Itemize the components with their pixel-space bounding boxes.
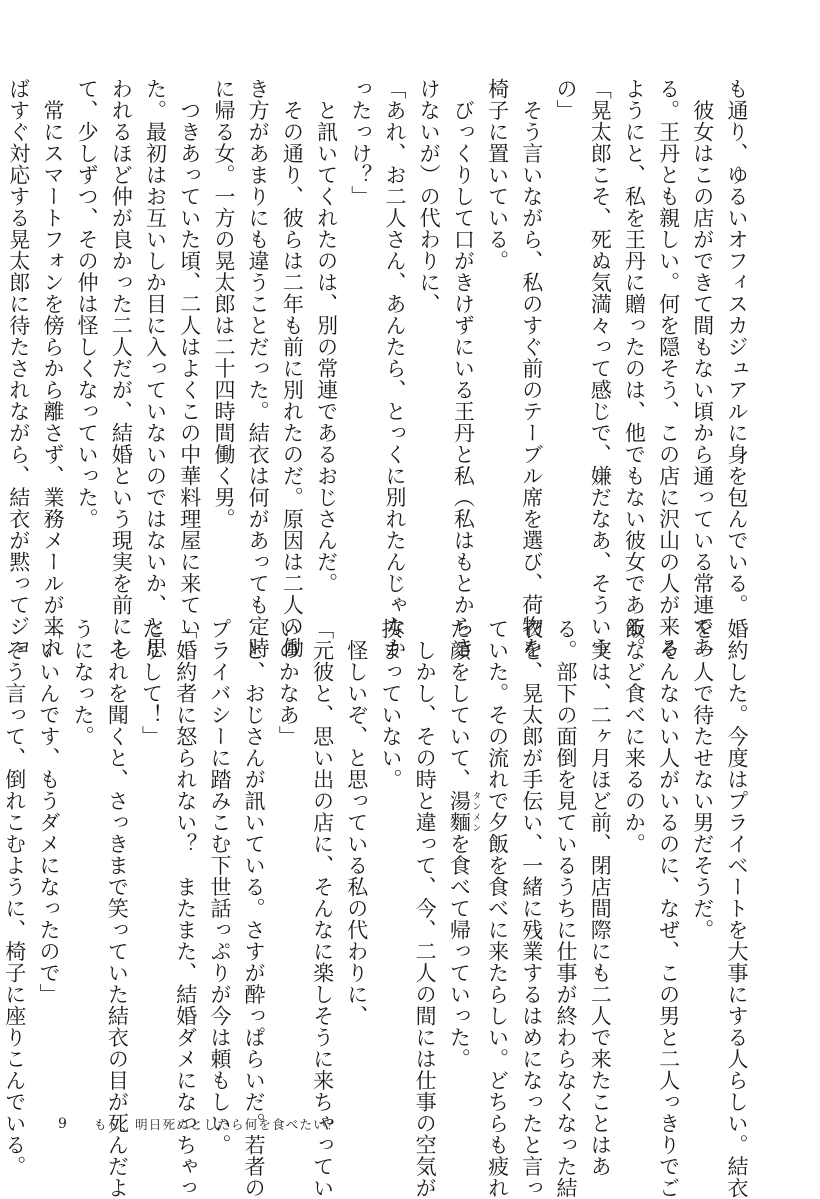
text-line: を一人で待たせない男だそうだ。 bbox=[690, 618, 715, 941]
text-line: いのかなあ」 bbox=[276, 618, 301, 747]
text-line: そう言って、倒れこむように、椅子に座りこんでいる。 bbox=[2, 618, 27, 1177]
text-line: と、おじさんが訊いている。さすが酔っぱらいだ。若者の bbox=[242, 618, 267, 1199]
text-line: われるほど仲が良かった二人だが、結婚という現実を前にし bbox=[109, 78, 134, 659]
running-title: もし、明日死ぬとしたら何を食べたい？ bbox=[94, 1117, 341, 1132]
text-line bbox=[0, 78, 2, 568]
text-line: 椅子に置いている。 bbox=[485, 78, 510, 272]
text-line: たりして！」 bbox=[139, 618, 164, 747]
text-line: 「あれ、お二人さん、あんたら、とっくに別れたんじゃなか bbox=[382, 78, 407, 659]
text-line: しかし、その時と違って、今、二人の間には仕事の空気が bbox=[413, 618, 438, 1199]
text-line: そんないい人がいるのに、なぜ、この男と二人っきりでご bbox=[656, 618, 681, 1199]
text-line: そう言いながら、私のすぐ前のテーブル席を選び、荷物を bbox=[519, 78, 544, 659]
text-line: 挟まっていない。 bbox=[378, 618, 403, 790]
text-line: 「いいんです、もうダメになったので」 bbox=[36, 618, 61, 1005]
text-line-with-ruby: た顔をしていて、湯麵 タンメンを食べて帰っていった。 bbox=[447, 618, 481, 1070]
text-line: る。王丹とも親しい。何を隠そう、この店に沢山の人が来る bbox=[656, 78, 681, 659]
text-line: プライバシーに踏みこむ下世話っぷりが今は頼もしい。 bbox=[207, 618, 232, 1156]
text-line: 怪しいぞ、と思っている私の代わりに、 bbox=[344, 618, 369, 1027]
text-line: も通り、ゆるいオフィスカジュアルに身を包んでいる。 bbox=[725, 78, 749, 616]
text-line: 彼女はこの店ができて間もない頃から通っている常連であ bbox=[690, 78, 715, 659]
text-line: 実は、二ヶ月ほど前、閉店間際にも二人で来たことはあ bbox=[588, 618, 613, 1177]
text-line: ばすぐ対応する晃太郎に待たされながら、結衣が黙ってジョ bbox=[6, 78, 31, 659]
text-line: それを聞くと、さっきまで笑っていた結衣の目が死んだよ bbox=[105, 618, 130, 1199]
text-line: 「元彼と、思い出の店に、そんなに楽しそうに来ちゃってい bbox=[310, 618, 335, 1199]
text-line: 「晃太郎こそ、死ぬ気満々って感じで、嫌だなあ、そういう bbox=[588, 78, 613, 659]
text-line: と訊いてくれたのは、別の常連であるおじさんだ。 bbox=[314, 78, 339, 594]
ruby-annotation: 湯麵 タンメン bbox=[447, 790, 481, 833]
page-number: 9 bbox=[58, 1116, 69, 1132]
text-line: 常にスマートフォンを傍らから離さず、業務メールが来れ bbox=[40, 78, 65, 659]
text-line: 婚約した。今度はプライベートを大事にする人らしい。結衣 bbox=[725, 618, 749, 1199]
text-line: ったっけ？」 bbox=[348, 78, 373, 207]
text-line: ていた。その流れで夕飯を食べに来たらしい。どちらも疲れ bbox=[485, 618, 510, 1199]
text-line: て、少しずつ、その仲は怪しくなっていった。 bbox=[75, 78, 100, 530]
text-line: つきあっていた頃、二人はよくこの中華料理屋に来てい bbox=[177, 78, 202, 637]
text-line: その通り、彼らは二年も前に別れたのだ。原因は二人の働 bbox=[280, 78, 305, 659]
text-line: ようにと、私を王丹に贈ったのは、他でもない彼女である。 bbox=[622, 78, 647, 659]
text-line: き方があまりにも違うことだった。結衣は何があっても定時 bbox=[246, 78, 271, 659]
text-line: けないが）の代わりに、 bbox=[417, 78, 442, 315]
page-footer bbox=[58, 1113, 341, 1135]
text-line: 「婚約者に怒られない？ またまた、結婚ダメになっちゃっ bbox=[173, 618, 198, 1199]
text-line: うになった。 bbox=[71, 618, 96, 747]
text-block-top bbox=[6, 78, 754, 659]
text-line: 衣を、晃太郎が手伝い、一緒に残業するはめになったと言っ bbox=[519, 618, 544, 1199]
text-line: た。最初はお互いしか目に入っていないのではないか、と思 bbox=[143, 78, 168, 659]
text-line: に帰る女。一方の晃太郎は二十四時間働く男。 bbox=[211, 78, 236, 530]
text-line: びっくりして口がきけずにいる王丹と私（私はもとからき bbox=[451, 78, 476, 659]
text-line: る。部下の面倒を見ているうちに仕事が終わらなくなった結 bbox=[553, 618, 578, 1199]
text-line: の」 bbox=[553, 78, 578, 121]
text-line: 飯など食べに来るのか。 bbox=[622, 618, 647, 855]
